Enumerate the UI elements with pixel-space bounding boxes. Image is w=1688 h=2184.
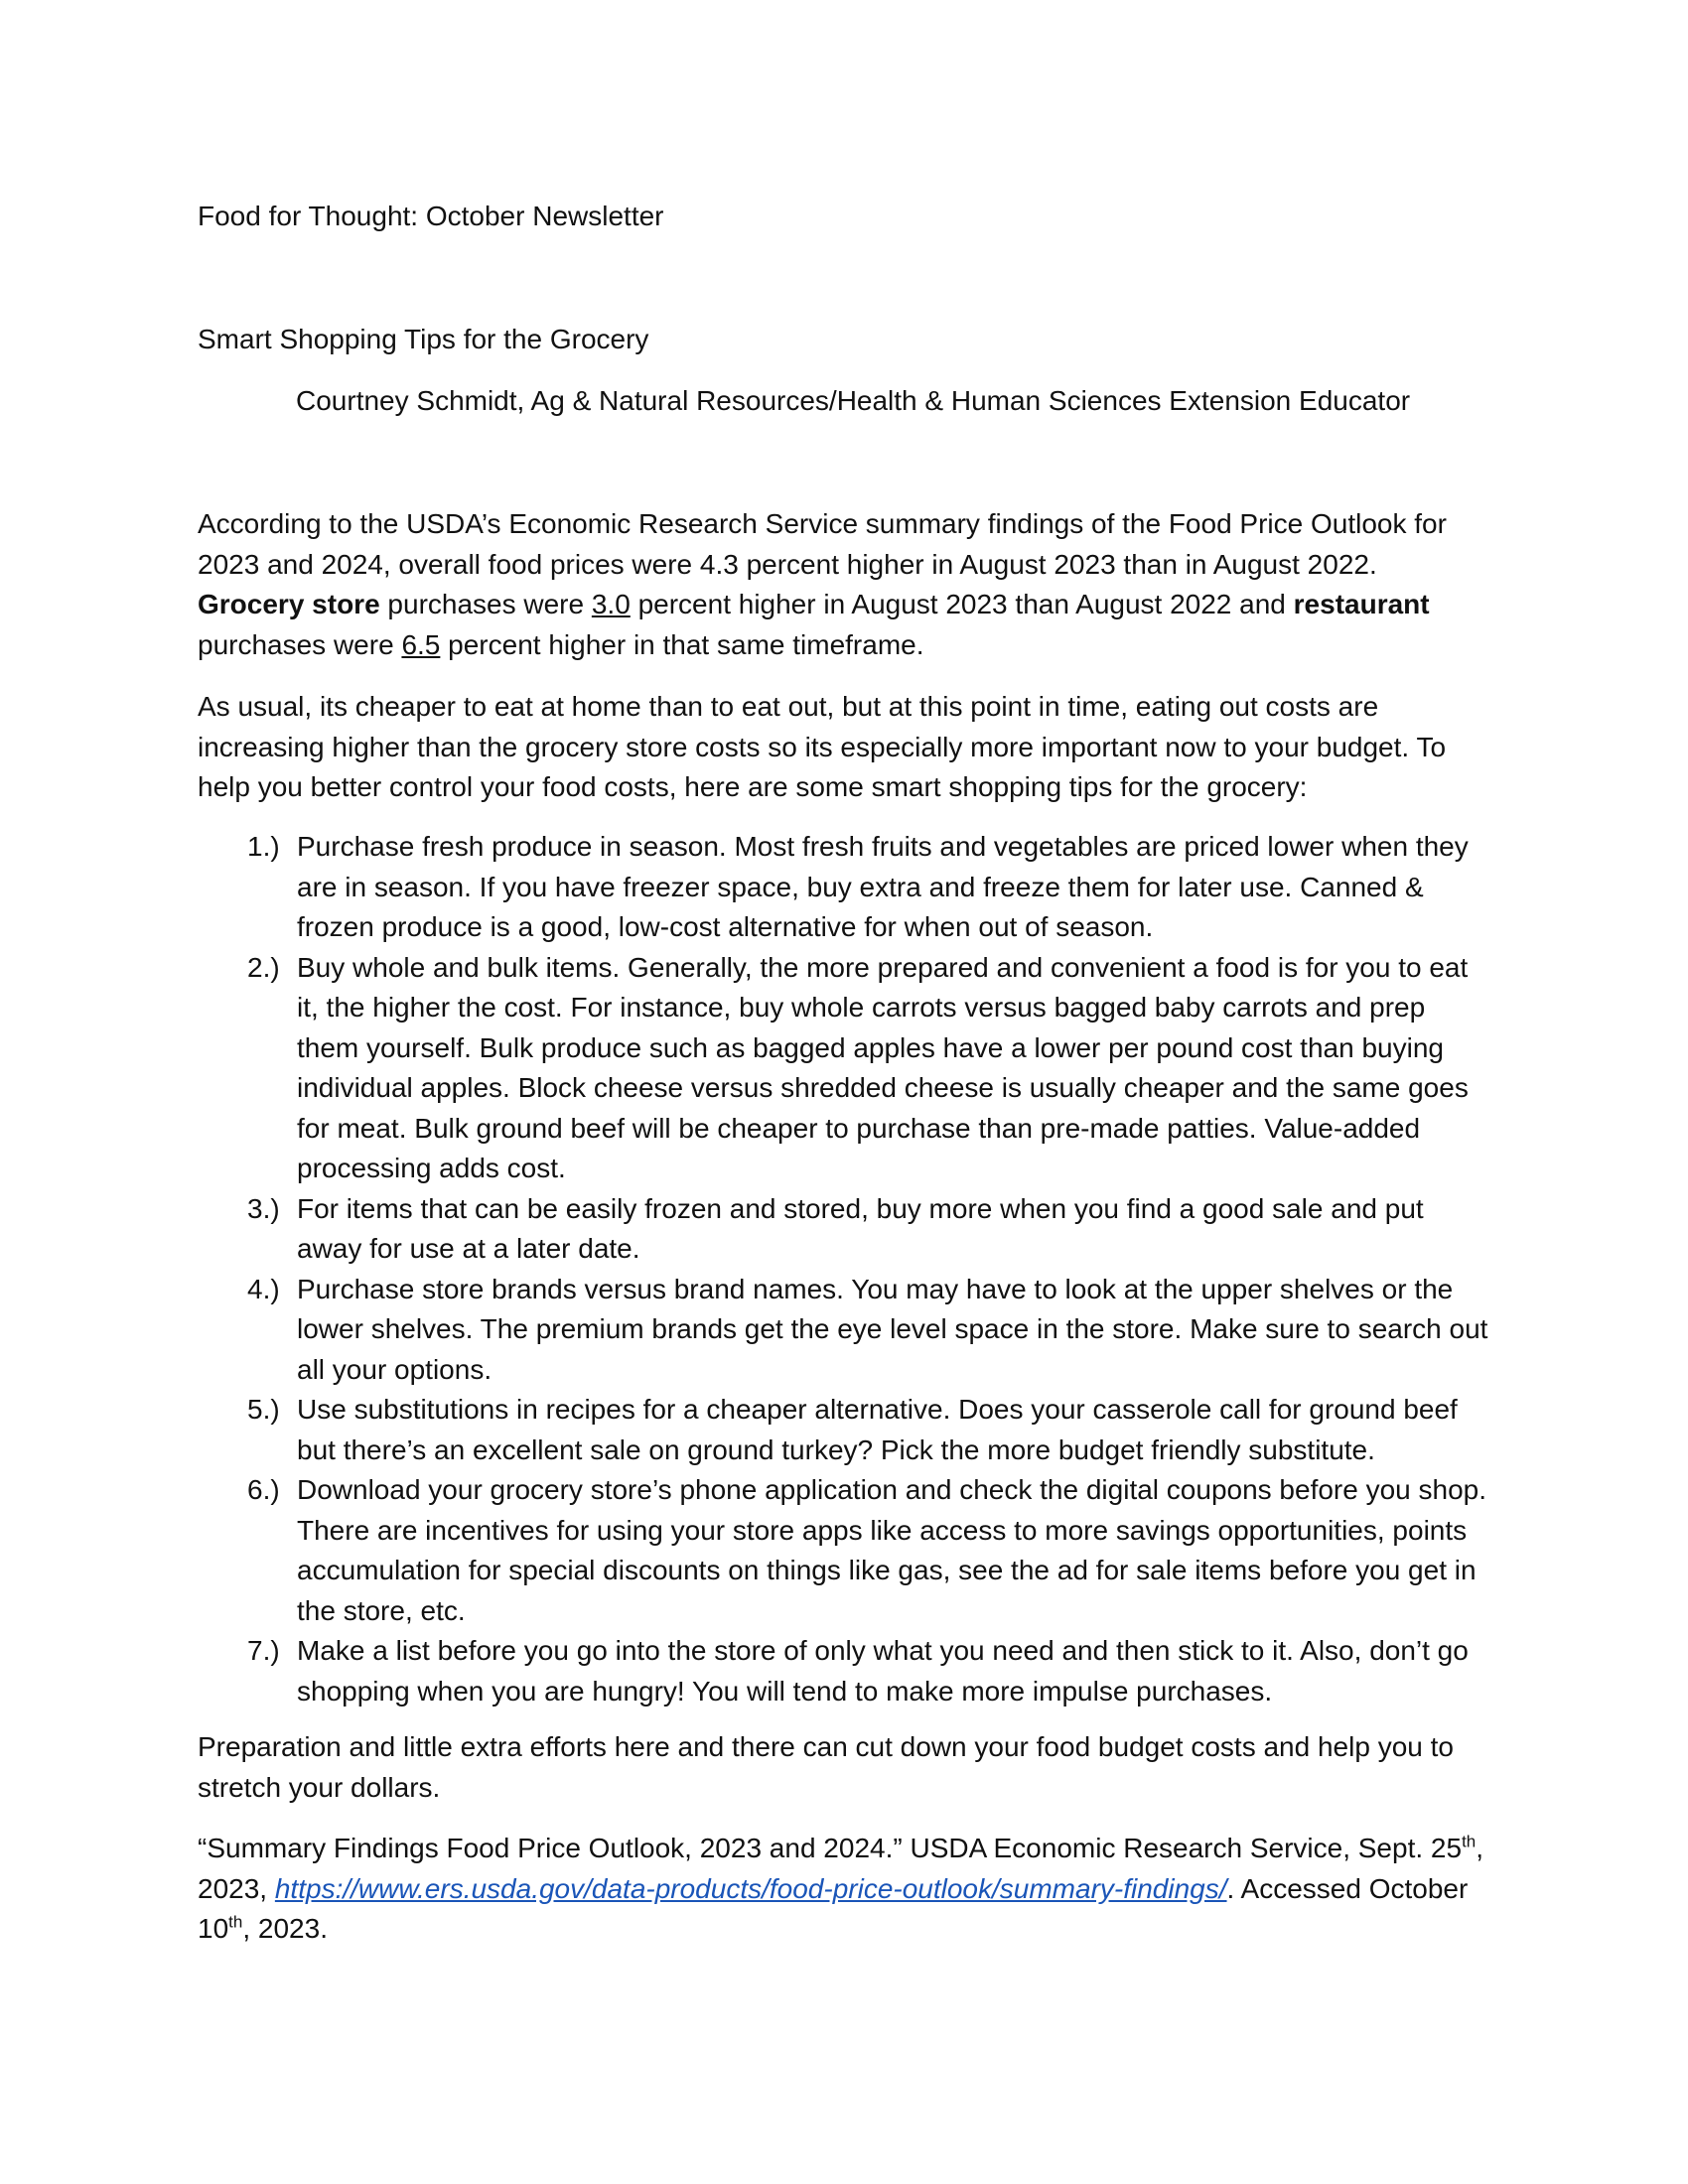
list-item-text: Make a list before you go into the store of only what you need and then stick to it. Also, don’t go shopping when you are hungry! You will tend to make more impulse purchases. xyxy=(297,1635,1469,1706)
intro-text-2: purchases were xyxy=(379,589,592,619)
citation-text-2: , 2023, xyxy=(198,1833,1484,1904)
ordinal-suffix: th xyxy=(1462,1832,1477,1851)
list-item xyxy=(198,1189,1488,1270)
author-line: Courtney Schmidt, Ag & Natural Resources/Health & Human Sciences Extension Educator xyxy=(296,385,1411,416)
list-number: 3.) xyxy=(247,1192,280,1224)
body-paragraph xyxy=(198,687,1488,808)
list-item xyxy=(198,1470,1488,1631)
paragraph-2-text: As usual, its cheaper to eat at home than to eat out, but at this point in time, eating out costs are increasing higher than the grocery store costs so its especially more important now to your budget. To help you better control your food costs, here are some smart shopping tips for the grocery: xyxy=(198,691,1447,802)
list-item-text: Purchase fresh produce in season. Most fresh fruits and vegetables are priced lower when they are in season. If you have freezer space, buy extra and freeze them for later use. Canned & frozen produce is a good, low-cost alternative for when out of season. xyxy=(297,831,1469,942)
list-item xyxy=(198,1631,1488,1711)
article-title: Smart Shopping Tips for the Grocery xyxy=(198,324,649,354)
list-item-text: Purchase store brands versus brand names. You may have to look at the upper shelves or the lower shelves. The premium brands get the eye level space in the store. Make sure to search out all your options. xyxy=(297,1273,1488,1385)
closing-text: Preparation and little extra efforts here and there can cut down your food budget costs and help you to stretch your dollars. xyxy=(198,1731,1454,1803)
intro-paragraph xyxy=(198,504,1488,665)
closing-paragraph xyxy=(198,1727,1488,1808)
intro-text-4: purchases were xyxy=(198,628,402,660)
list-number: 5.) xyxy=(247,1394,280,1425)
list-number: 7.) xyxy=(247,1635,280,1666)
list-number: 1.) xyxy=(247,831,280,862)
grocery-percent: 3.0 xyxy=(591,589,631,619)
citation xyxy=(198,1829,1488,1950)
ordinal-suffix: th xyxy=(228,1912,243,1932)
list-item-text: Buy whole and bulk items. Generally, the more prepared and convenient a food is for you to eat it, the higher the cost. For instance, buy whole carrots versus bagged baby carrots and prep them yourself. Bulk produce such as bagged apples have a lower per pound cost than buying individual apples. Block cheese versus shredded cheese is usually cheaper and the same goes for meat. Bulk ground beef will be cheaper to purchase than pre-made patties. Value-added processing adds cost. xyxy=(297,951,1469,1183)
shopping-tips-list xyxy=(198,827,1488,1711)
citation-link[interactable]: https://www.ers.usda.gov/data-products/food-price-outlook/summary-findings/ xyxy=(274,1872,1227,1904)
intro-text-1: According to the USDA’s Economic Research Service summary findings of the Food Price Outlook for 2023 and 2024, overall food prices were 4.3 percent higher in August 2023 than in August 2022. xyxy=(198,508,1447,580)
restaurant-term: restaurant xyxy=(1293,589,1430,619)
list-item xyxy=(198,827,1488,948)
restaurant-percent: 6.5 xyxy=(401,628,441,660)
newsletter-title: Food for Thought: October Newsletter xyxy=(198,201,664,231)
citation-text-3: . Accessed October 10 xyxy=(198,1872,1469,1944)
citation-text-4: , 2023. xyxy=(242,1913,328,1944)
list-number: 4.) xyxy=(247,1273,280,1304)
list-number: 6.) xyxy=(247,1474,280,1505)
list-item xyxy=(198,1270,1488,1391)
list-item xyxy=(198,1390,1488,1470)
list-item xyxy=(198,948,1488,1189)
list-item-text: Use substitutions in recipes for a cheaper alternative. Does your casserole call for ground beef but there’s an excellent sale on ground turkey? Pick the more budget friendly substitute. xyxy=(297,1394,1458,1465)
intro-text-3: percent higher in August 2023 than August 2022 and xyxy=(630,589,1294,619)
citation-text-1: “Summary Findings Food Price Outlook, 2023 and 2024.” USDA Economic Research Service, Sept. 25 xyxy=(198,1833,1463,1863)
list-number: 2.) xyxy=(247,951,280,983)
list-item-text: For items that can be easily frozen and stored, buy more when you find a good sale and put away for use at a later date. xyxy=(297,1192,1424,1264)
grocery-store-term: Grocery store xyxy=(198,589,380,619)
list-item-text: Download your grocery store’s phone application and check the digital coupons before you shop. There are incentives for using your store apps like access to more savings opportunities, points accumulation for special discounts on things like gas, see the ad for sale items before you get in the store, etc. xyxy=(297,1474,1487,1626)
intro-text-5: percent higher in that same timeframe. xyxy=(440,628,924,660)
